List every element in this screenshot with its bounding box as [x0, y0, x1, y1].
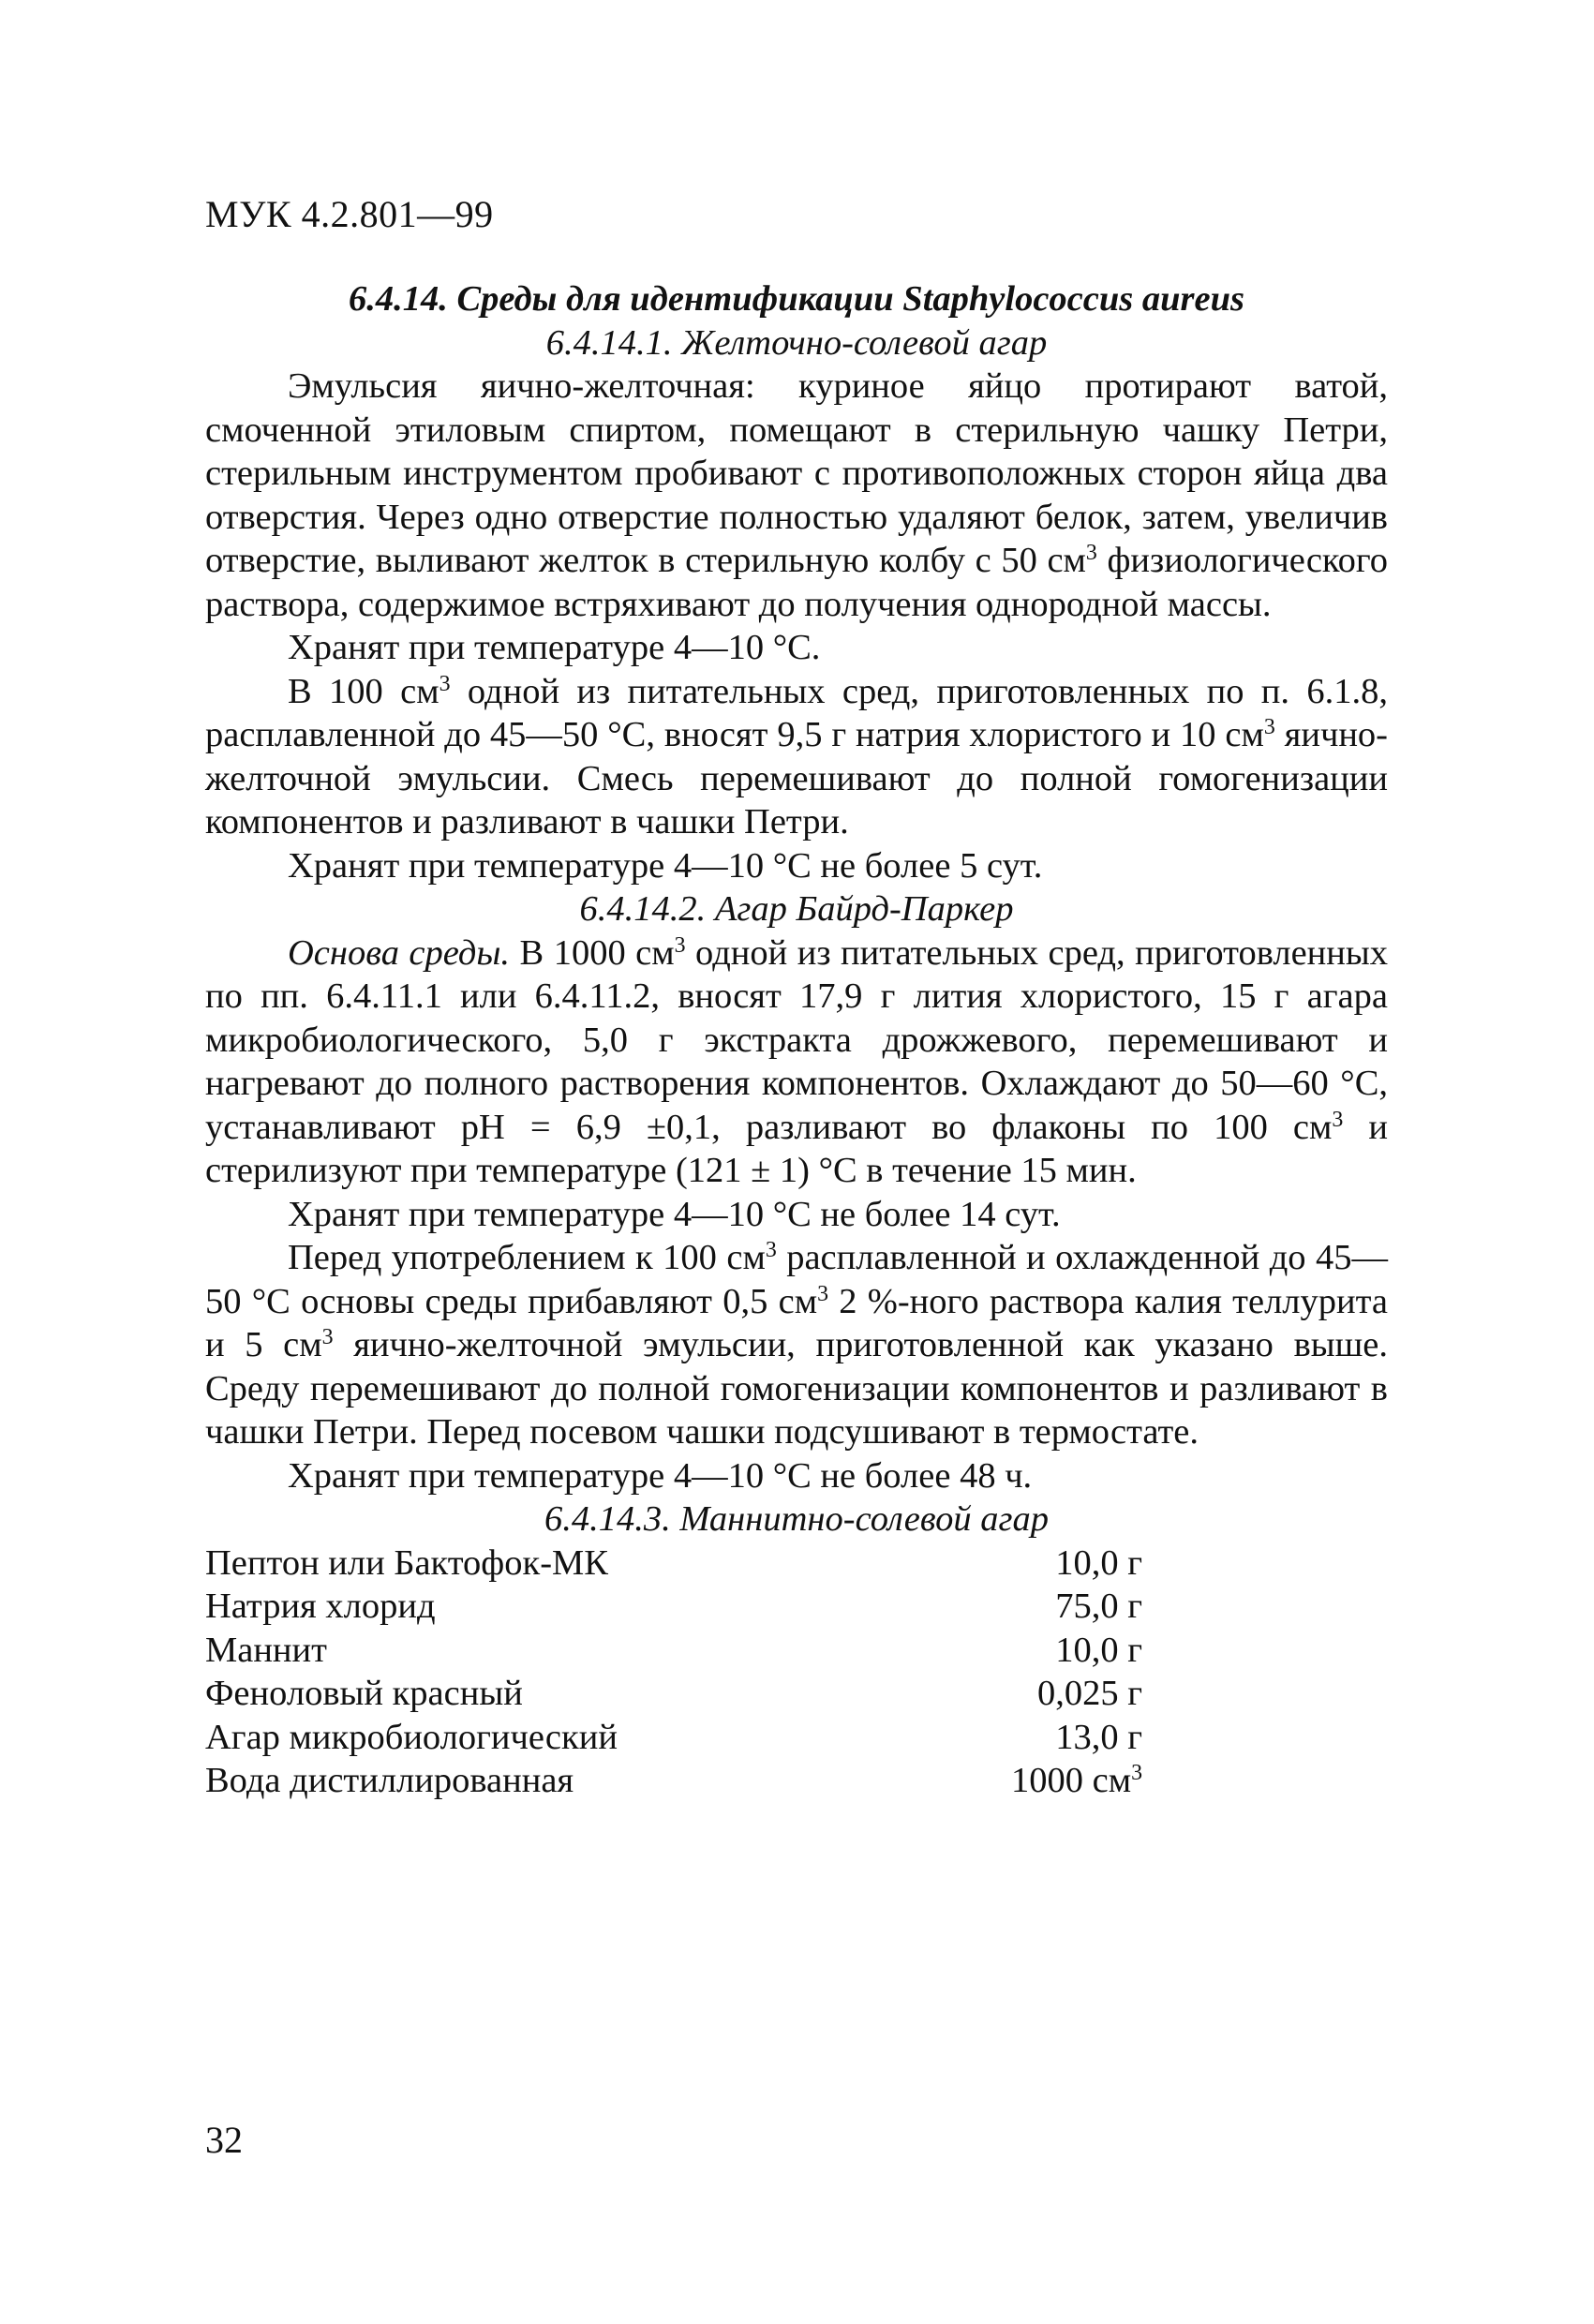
ingredient-name: Вода дистиллированная	[205, 1761, 574, 1800]
recipe-list	[205, 1542, 1142, 1803]
paragraph-preparation-1	[205, 670, 1388, 844]
ingredient-name: Агар микробиологический	[205, 1717, 618, 1757]
lead-in: Основа среды.	[288, 932, 511, 973]
subsection-title-2: 6.4.14.2. Агар Байрд-Паркер	[579, 889, 1014, 929]
superscript: 3	[321, 1324, 334, 1349]
recipe-row	[205, 1629, 1142, 1673]
ingredient-amount: 0,025 г	[1036, 1674, 1142, 1713]
ingredient-name: Натрия хлорид	[205, 1587, 436, 1626]
text-fragment: Перед употреблением к 100 см	[288, 1238, 766, 1277]
text-fragment: В 1000 см	[510, 932, 675, 973]
text-fragment: расплавленной и охлажденной до 45—50 °С основы среды прибавляют 0,5 см	[205, 1238, 1388, 1321]
superscript: 3	[1332, 1107, 1344, 1132]
text-fragment: Эмульсия яично-желточная: куриное яйцо протирают ватой, смоченной этиловым спиртом, помещают в стерильную чашку Петри, стерильным инструментом пробивают с противоположных сторон яйца два отверстия. Через одно отверстие полностью удаляют белок, затем, увеличив отверстие, выливают желток в стерильную колбу с 50 см	[205, 366, 1388, 580]
superscript: 3	[1085, 540, 1097, 565]
paragraph-storage-3: Хранят при температуре 4—10 °С не более 14 сут.	[288, 1194, 1061, 1234]
paragraph-storage-2: Хранят при температуре 4—10 °С не более 5 сут.	[288, 845, 1043, 886]
subsection-title-3: 6.4.14.3. Маннитно-солевой агар	[544, 1499, 1049, 1539]
text-fragment: 2 %-ного раствора калия теллурита и 5 см	[205, 1281, 1389, 1364]
ingredient-name: Маннит	[205, 1630, 327, 1670]
document-header: МУК 4.2.801—99	[205, 193, 494, 235]
paragraph-storage-1: Хранят при температуре 4—10 °С.	[288, 628, 821, 667]
superscript: 3	[674, 932, 686, 958]
section-title: 6.4.14. Среды для идентификации Staphylococcus aureus	[349, 279, 1244, 319]
text-fragment: физиологического раствора, содержимое встряхивают до получения однородной массы.	[205, 541, 1388, 624]
text-fragment: В 100 см	[288, 671, 439, 711]
superscript: 3	[1131, 1760, 1142, 1785]
superscript: 3	[765, 1237, 777, 1262]
text-fragment: одной из питательных сред, приготовленных по п. 6.1.8, расплавленной до 45—50 °С, вносят 9,5 г натрия хлористого и 10 см	[205, 671, 1388, 754]
recipe-row	[205, 1585, 1142, 1629]
ingredient-amount: 10,0 г	[1055, 1630, 1142, 1670]
paragraph-storage-4: Хранят при температуре 4—10 °С не более 48 ч.	[288, 1455, 1033, 1496]
page-number: 32	[205, 2119, 243, 2161]
superscript: 3	[817, 1281, 828, 1306]
ingredient-name: Феноловый красный	[205, 1674, 523, 1713]
paragraph-before-use	[205, 1236, 1388, 1454]
page-content	[205, 277, 1388, 1803]
recipe-row	[205, 1716, 1142, 1760]
subsection-title-1: 6.4.14.1. Желточно-солевой агар	[545, 322, 1048, 363]
ingredient-amount: 75,0 г	[1055, 1587, 1142, 1626]
recipe-row	[205, 1672, 1142, 1716]
ingredient-amount	[1011, 1759, 1142, 1803]
superscript: 3	[1263, 714, 1275, 739]
text-fragment: яично-желточной эмульсии. Смесь перемешивают до полной гомогенизации компонентов и разливают в чашки Петри.	[205, 715, 1388, 842]
ingredient-amount: 10,0 г	[1055, 1542, 1142, 1583]
recipe-row	[205, 1542, 1142, 1586]
paragraph-base-medium	[205, 931, 1388, 1193]
superscript: 3	[439, 671, 451, 696]
ingredient-name: Пептон или Бактофок-МК	[205, 1542, 608, 1583]
text-fragment: яично-желточной эмульсии, приготовленной как указано выше. Среду перемешивают до полной гомогенизации компонентов и разливают в чашки Петри. Перед посевом чашки подсушивают в термостате.	[205, 1325, 1388, 1452]
amount-value: 1000 см	[1010, 1761, 1132, 1800]
text-fragment: и стерилизуют при температуре (121 ± 1) °С в течение 15 мин.	[205, 1107, 1388, 1190]
ingredient-amount: 13,0 г	[1055, 1717, 1142, 1757]
text-fragment: одной из питательных сред, приготовленных по пп. 6.4.11.1 или 6.4.11.2, вносят 17,9 г лития хлористого, 15 г агара микробиологического, 5,0 г экстракта дрожжевого, перемешивают и нагревают до полного растворения компонентов. Охлаждают до 50—60 °С, устанавливают рН = 6,9 ±0,1, разливают во флаконы по 100 см	[205, 932, 1388, 1147]
paragraph-egg-yolk-emulsion	[205, 365, 1388, 626]
recipe-row	[205, 1759, 1142, 1803]
